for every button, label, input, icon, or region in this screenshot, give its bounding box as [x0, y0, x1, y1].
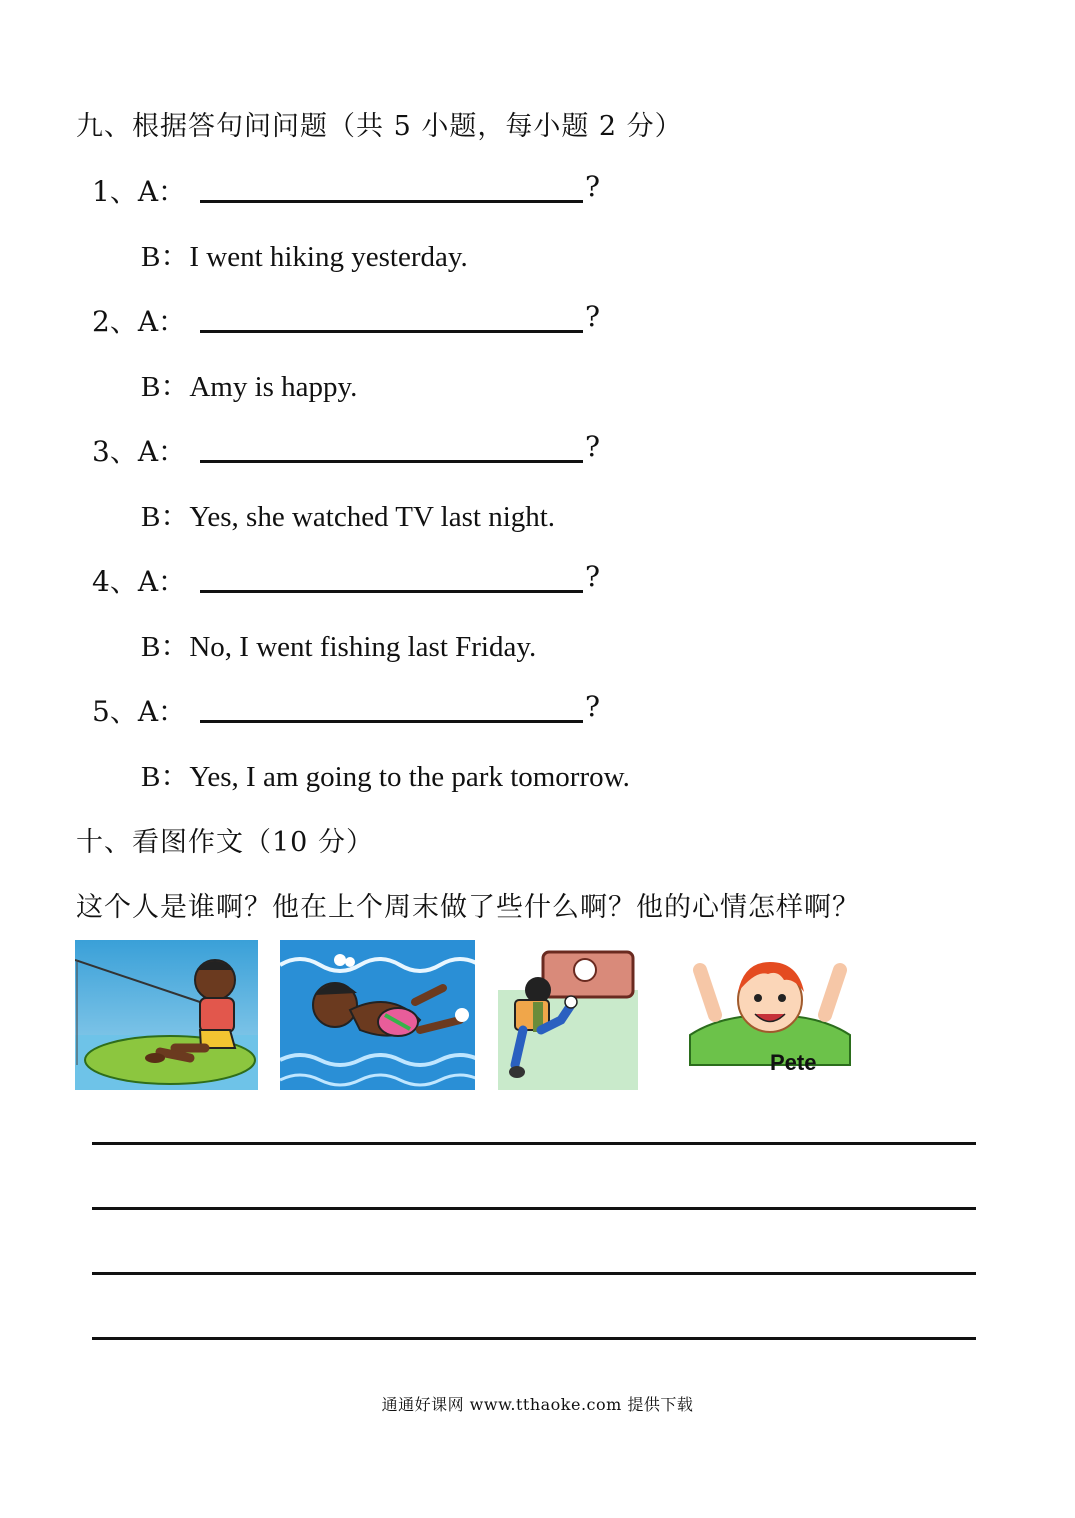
- writing-line-4[interactable]: [92, 1337, 976, 1340]
- section-10-prompt: 这个人是谁啊？他在上个周末做了些什么啊？他的心情怎样啊？: [76, 892, 860, 923]
- question-3-blank[interactable]: [200, 460, 583, 463]
- answer-3: B：Yes, she watched TV last night.: [141, 501, 556, 533]
- question-5-blank[interactable]: [200, 720, 583, 723]
- question-5-qmark: ?: [585, 690, 601, 723]
- question-2-label: 2、A：: [92, 305, 187, 338]
- question-2-blank[interactable]: [200, 330, 583, 333]
- answer-4: B：No, I went fishing last Friday.: [141, 631, 537, 663]
- section-9-title: 九、根据答句问问题（共 5 小题，每小题 2 分）: [76, 111, 683, 142]
- question-3-label: 3、A：: [92, 435, 187, 468]
- swimming-picture: [280, 940, 475, 1090]
- question-4-blank[interactable]: [200, 590, 583, 593]
- question-5-label: 5、A：: [92, 695, 187, 728]
- writing-line-2[interactable]: [92, 1207, 976, 1210]
- writing-line-1[interactable]: [92, 1142, 976, 1145]
- fishing-picture: [75, 940, 258, 1090]
- question-4-label: 4、A：: [92, 565, 187, 598]
- question-3-qmark: ?: [585, 430, 601, 463]
- question-2-qmark: ?: [585, 300, 601, 333]
- playing-football-picture: [493, 940, 643, 1090]
- section-10-title: 十、看图作文（10 分）: [76, 827, 374, 858]
- answer-2: B：Amy is happy.: [141, 371, 358, 403]
- question-1-label: 1、A：: [92, 175, 187, 208]
- question-4-qmark: ?: [585, 560, 601, 593]
- answer-5: B：Yes, I am going to the park tomorrow.: [141, 761, 630, 793]
- writing-line-3[interactable]: [92, 1272, 976, 1275]
- question-1-qmark: ?: [585, 170, 601, 203]
- pete-label: Pete: [770, 1050, 817, 1075]
- answer-1: B：I went hiking yesterday.: [141, 241, 468, 273]
- question-1-blank[interactable]: [200, 200, 583, 203]
- footer-credit: 通通好课网 www.tthaoke.com 提供下载: [381, 1395, 694, 1414]
